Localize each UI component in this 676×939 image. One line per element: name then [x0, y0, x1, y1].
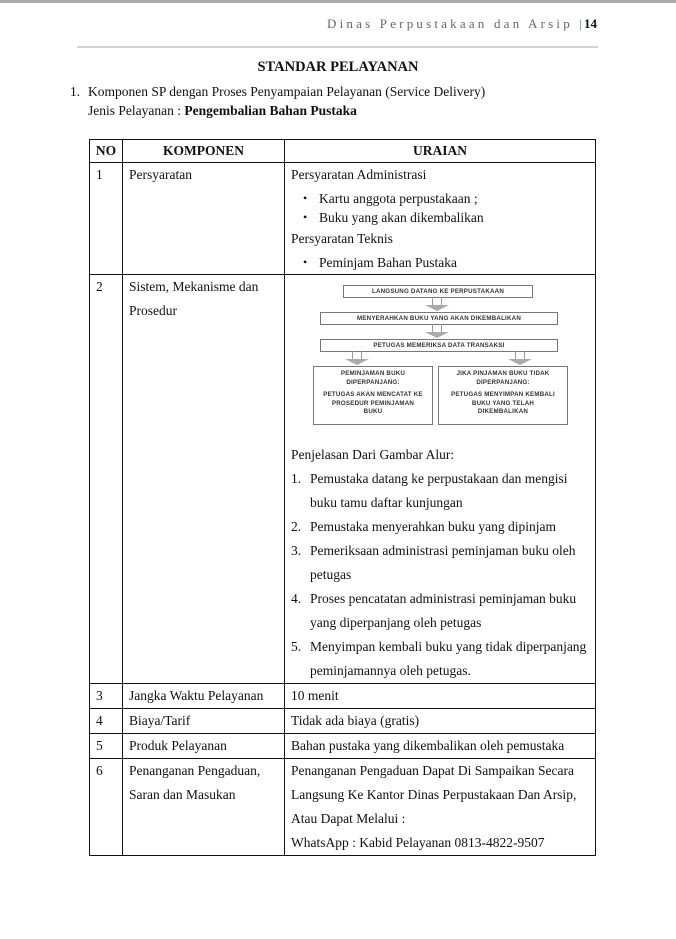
- flow-step-1: LANGSUNG DATANG KE PERPUSTAKAAN: [343, 285, 533, 298]
- komponen-line: Penanganan Pengaduan,: [129, 763, 261, 778]
- list-item: [291, 539, 589, 587]
- step-number: 4.: [291, 591, 302, 606]
- row-no: 2: [90, 275, 123, 684]
- row-no: 3: [90, 684, 123, 709]
- branch-text: PETUGAS AKAN MENCATAT KE: [323, 391, 423, 398]
- table-row: [90, 709, 596, 734]
- row-no: 5: [90, 734, 123, 759]
- step-number: 3.: [291, 543, 302, 558]
- list-item: • Buku yang akan dikembalikan: [303, 208, 589, 227]
- komponen-line: Sistem, Mekanisme dan: [129, 279, 259, 294]
- col-header-no: NO: [90, 140, 123, 163]
- step-text: petugas: [310, 567, 352, 582]
- service-type-label: Jenis Pelayanan :: [88, 103, 185, 118]
- down-arrow-icon: [349, 351, 365, 365]
- step-text: Pemeriksaan administrasi peminjaman buku oleh: [310, 543, 576, 558]
- row-komponen: Jangka Waktu Pelayanan: [123, 684, 285, 709]
- step-number: 2.: [291, 519, 302, 534]
- flow-explanation-title: Penjelasan Dari Gambar Alur:: [291, 447, 455, 462]
- komponen-line: Saran dan Masukan: [129, 787, 236, 802]
- list-item: • Kartu anggota perpustakaan ;: [303, 189, 589, 208]
- table-row: [90, 275, 596, 684]
- step-text: Menyimpan kembali buku yang tidak diperpanjang: [310, 639, 587, 654]
- step-text: Pemustaka datang ke perpustakaan dan mengisi: [310, 471, 568, 486]
- down-arrow-icon: [429, 297, 445, 311]
- section-number: 1.: [70, 84, 81, 99]
- header-org: Dinas Perpustakaan dan Arsip: [327, 16, 573, 31]
- list-item: [291, 467, 589, 515]
- section-intro: [70, 82, 485, 120]
- step-text: Proses pencatatan administrasi peminjaman buku: [310, 591, 577, 606]
- row-no: 1: [90, 163, 123, 275]
- step-text: peminjamannya oleh petugas.: [310, 663, 471, 678]
- row-komponen: Biaya/Tarif: [123, 709, 285, 734]
- procedure-flowchart: [291, 275, 589, 443]
- table-row: [90, 163, 596, 275]
- branch-title: DIPERPANJANG:: [476, 378, 530, 386]
- table-row: [90, 759, 596, 856]
- row-komponen: Produk Pelayanan: [123, 734, 285, 759]
- row-uraian: Tidak ada biaya (gratis): [285, 709, 596, 734]
- flow-step-2: MENYERAHKAN BUKU YANG AKAN DIKEMBALIKAN: [320, 312, 558, 325]
- col-header-komponen: KOMPONEN: [123, 140, 285, 163]
- service-type-value: Pengembalian Bahan Pustaka: [184, 103, 357, 118]
- branch-text: PROSEDUR PEMINJAMAN: [331, 399, 415, 407]
- flow-branch-not-renewed: [438, 366, 568, 425]
- branch-title: DIPERPANJANG:: [346, 378, 400, 386]
- list-item: • Peminjam Bahan Pustaka: [303, 253, 589, 272]
- tech-requirements-list: [291, 253, 589, 272]
- list-item: [291, 587, 589, 635]
- whatsapp-contact: WhatsApp : Kabid Pelayanan 0813-4822-9507: [291, 835, 545, 850]
- flow-branch-renewed: [313, 366, 433, 425]
- komponen-line: Prosedur: [129, 303, 177, 318]
- flow-step-3: PETUGAS MEMERIKSA DATA TRANSAKSI: [320, 339, 558, 352]
- complaint-text: Penanganan Pengaduan Dapat Di Sampaikan Secara: [291, 763, 575, 778]
- table-row: [90, 734, 596, 759]
- row-no: 6: [90, 759, 123, 856]
- row-komponen: [123, 275, 285, 684]
- header-rule: [77, 46, 598, 48]
- row-no: 4: [90, 709, 123, 734]
- row-uraian: [285, 275, 596, 684]
- row-komponen: Persyaratan: [123, 163, 285, 275]
- col-header-uraian: URAIAN: [285, 140, 596, 163]
- step-text: Pemustaka menyerahkan buku yang dipinjam: [310, 519, 556, 534]
- row-uraian: [285, 163, 596, 275]
- row-uraian: [285, 759, 596, 856]
- step-text: buku tamu daftar kunjungan: [310, 495, 463, 510]
- list-item: [291, 635, 589, 683]
- step-number: 1.: [291, 471, 302, 486]
- tech-requirements-title: Persyaratan Teknis: [291, 231, 393, 246]
- row-uraian: 10 menit: [285, 684, 596, 709]
- header-separator: |: [579, 16, 582, 31]
- section-heading: Komponen SP dengan Proses Penyampaian Pelayanan (Service Delivery): [88, 84, 486, 99]
- running-header: [327, 16, 597, 32]
- window-top-edge: [0, 0, 676, 3]
- branch-title: JIKA PINJAMAN BUKU TIDAK: [456, 370, 550, 377]
- list-item: [291, 515, 589, 539]
- complaint-text: Atau Dapat Melalui :: [291, 811, 406, 826]
- branch-text: DIKEMBALIKAN: [477, 408, 529, 415]
- branch-title: PEMINJAMAN BUKU: [340, 370, 406, 377]
- branch-text: BUKU YANG TELAH: [471, 399, 535, 407]
- table-header-row: [90, 140, 596, 163]
- step-number: 5.: [291, 639, 302, 654]
- row-uraian: Bahan pustaka yang dikembalikan oleh pemustaka: [285, 734, 596, 759]
- down-arrow-icon: [429, 324, 445, 338]
- branch-text: BUKU: [363, 408, 383, 415]
- admin-requirements-list: [291, 189, 589, 227]
- page-number: 14: [584, 16, 597, 31]
- table-row: [90, 684, 596, 709]
- service-standard-table: [89, 139, 596, 856]
- step-text: yang diperpanjang oleh petugas: [310, 615, 482, 630]
- row-komponen: [123, 759, 285, 856]
- down-arrow-icon: [512, 351, 528, 365]
- flow-explanation-list: [291, 467, 589, 683]
- admin-requirements-title: Persyaratan Administrasi: [291, 167, 427, 182]
- complaint-text: Langsung Ke Kantor Dinas Perpustakaan Dan Arsip,: [291, 787, 577, 802]
- page-title: STANDAR PELAYANAN: [257, 59, 419, 75]
- branch-text: PETUGAS MENYIMPAN KEMBALI: [451, 391, 555, 398]
